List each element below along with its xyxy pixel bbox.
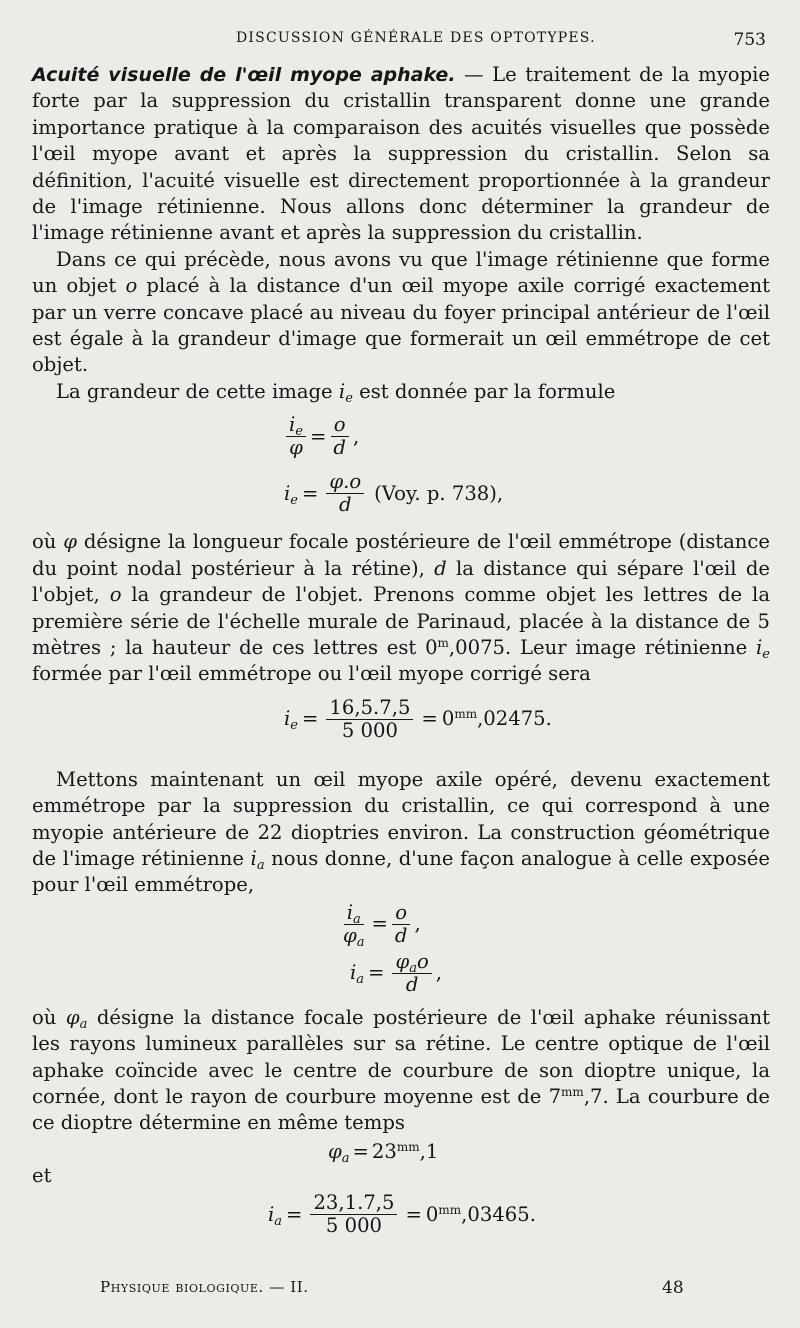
p6-var-phia: $\varphi_a$ — [65, 1005, 88, 1032]
eq1-lhs-fraction: $\frac{i_e}{\varphi}$ — [286, 415, 306, 458]
paragraph-6 — [32, 1005, 770, 1137]
eq3-equals: = — [301, 707, 319, 731]
p6-text-c: ,7. La courbure de ce dioptre détermine en même temps — [32, 1084, 770, 1135]
p4-text-e: ,0075. Leur image rétinienne — [448, 635, 748, 659]
p4-text-d: la grandeur de l'objet. Prenons comme objet les lettres de la première série de l'échelle murale de Parinaud, placée à la distance de 5 mètres ; la hauteur de ces lettres est 0 — [32, 583, 770, 659]
paragraph-4 — [32, 529, 770, 687]
section-title: Acuité visuelle de l'œil myope aphake. — [32, 64, 456, 86]
paragraph-3 — [32, 379, 770, 405]
p4-text-b: désigne la longueur focale postérieure de l'œil emmétrope (distance du point nodal postérieur à la rétine), — [32, 530, 770, 580]
eq5-fraction: $\frac{\varphi_ao}{d}$ — [392, 952, 431, 995]
intro-text: — Le traitement de la myopie forte par la suppression du cristallin transparent donne une grande importance pratique à la comparaison des acuités visuelles que possède l'œil myope avant et après la suppression du cristallin. Selon sa définition, l'acuité visuelle est directement proportionnée à la grandeur de l'image rétinienne. Nous allons donc déterminer la grandeur de l'image rétinienne avant et après la suppression du cristallin. — [32, 63, 771, 245]
p4-var-ie: $i_e$ — [756, 635, 770, 662]
equation-1 — [282, 415, 770, 458]
eq2-lhs: $i_e$ — [284, 481, 298, 508]
eq3-result: $0^{mm},02475$. — [441, 707, 552, 731]
eq5-equals: = — [368, 961, 385, 985]
paragraph-intro — [32, 62, 770, 247]
equation-7 — [268, 1193, 770, 1236]
p3-var-ie: $i_e$ — [338, 379, 353, 406]
p4-var-phi: φ — [63, 530, 78, 554]
p2-text-b: placé à la distance d'un œil myope axile corrigé exactement par un verre concave placé au niveau du foyer principal antérieur de l'œil est égale à la grandeur d'image que formerait un œil emmétrope de cet objet. — [32, 274, 771, 377]
page-footer — [0, 1278, 800, 1302]
eq3-fraction: $\frac{16,5.7,5}{5 000}$ — [326, 698, 413, 741]
eq2-fraction: $\frac{\varphi.o}{d}$ — [326, 472, 364, 515]
eq6-value: $23^{mm},1$ — [371, 1139, 439, 1163]
eq7-equals-2: = — [405, 1202, 422, 1226]
equation-4 — [336, 900, 770, 950]
p6-text-a: où — [32, 1005, 57, 1029]
eq4-rhs-fraction: $\frac{o}{d}$ — [392, 903, 411, 946]
eq4-equals: = — [371, 912, 388, 936]
eq4-lhs-fraction: $\frac{i_a}{\varphi_a}$ — [343, 900, 365, 950]
eq1-equals: = — [309, 424, 327, 448]
p5-var-ia: $i_a$ — [250, 846, 265, 873]
running-title: DISCUSSION GÉNÉRALE DES OPTOTYPES. — [236, 30, 596, 46]
eq6-equals: = — [352, 1139, 369, 1163]
eq5-comma: , — [435, 961, 442, 985]
equation-3 — [284, 695, 770, 742]
eq7-lhs: $i_a$ — [268, 1202, 283, 1229]
p2-var-o: o — [125, 274, 138, 298]
page-header — [0, 30, 800, 54]
p3-text-b: est donnée par la formule — [359, 379, 616, 403]
eq2-reference: (Voy. p. 738), — [374, 481, 504, 505]
p6-text-b: désigne la distance focale postérieure de l'œil aphake réunissant les rayons lumineux parallèles sur sa rétine. Le centre optique de l'œil aphake coïncide avec le centre de courbure de son dioptre unique, la cornée, dont le rayon de courbure moyenne est de 7 — [32, 1005, 770, 1108]
eq7-result: $0^{mm},03465$. — [425, 1202, 536, 1226]
eq1-comma: , — [352, 424, 360, 448]
paragraph-5 — [32, 767, 770, 899]
p4-text-f: formée par l'œil emmétrope ou l'œil myope corrigé sera — [32, 662, 591, 686]
p2-text-a: Dans ce qui précède, nous avons vu que l'image rétinienne que forme un objet — [32, 247, 770, 298]
p4-text-a: où — [32, 530, 57, 554]
eq7-equals: = — [286, 1202, 303, 1226]
book-title: Physique biologique. — II. — [100, 1278, 309, 1296]
p6-unit: mm — [561, 1084, 584, 1099]
eq4-comma: , — [414, 912, 421, 936]
et-text: et — [32, 1163, 52, 1187]
p4-var-o: o — [109, 583, 122, 607]
eq7-fraction: $\frac{23,1.7,5}{5 000}$ — [310, 1193, 397, 1236]
p3-text-a: La grandeur de cette image — [56, 379, 333, 403]
paragraph-2 — [32, 247, 770, 379]
p5-text-a: Mettons maintenant un œil myope axile opéré, devenu exactement emmétrope par la suppression du cristallin, ce qui correspond à une myopie antérieure de 22 dioptries environ. La construction géométrique de l'image rétinienne — [32, 767, 770, 870]
eq1-rhs-fraction: $\frac{o}{d}$ — [330, 415, 349, 458]
eq2-equals: = — [301, 481, 319, 505]
sheet-number: 48 — [662, 1278, 684, 1298]
body-text — [32, 62, 770, 1236]
eq3-equals-2: = — [421, 707, 438, 731]
p4-text-c: la distance qui sépare l'œil de l'objet, — [32, 556, 770, 607]
p5-text-b: nous donne, d'une façon analogue à celle exposée pour l'œil emmétrope, — [32, 846, 771, 897]
equation-2 — [284, 472, 770, 515]
eq5-lhs: $i_a$ — [350, 961, 365, 988]
p4-unit-m: m — [437, 635, 449, 650]
eq6-lhs: $\varphi_a$ — [328, 1139, 350, 1166]
equation-5 — [350, 949, 770, 996]
p4-var-d: d — [434, 556, 447, 580]
page-number: 753 — [733, 30, 766, 50]
paragraph-et — [32, 1163, 770, 1189]
eq3-lhs: $i_e$ — [284, 707, 298, 734]
equation-6 — [328, 1139, 770, 1166]
